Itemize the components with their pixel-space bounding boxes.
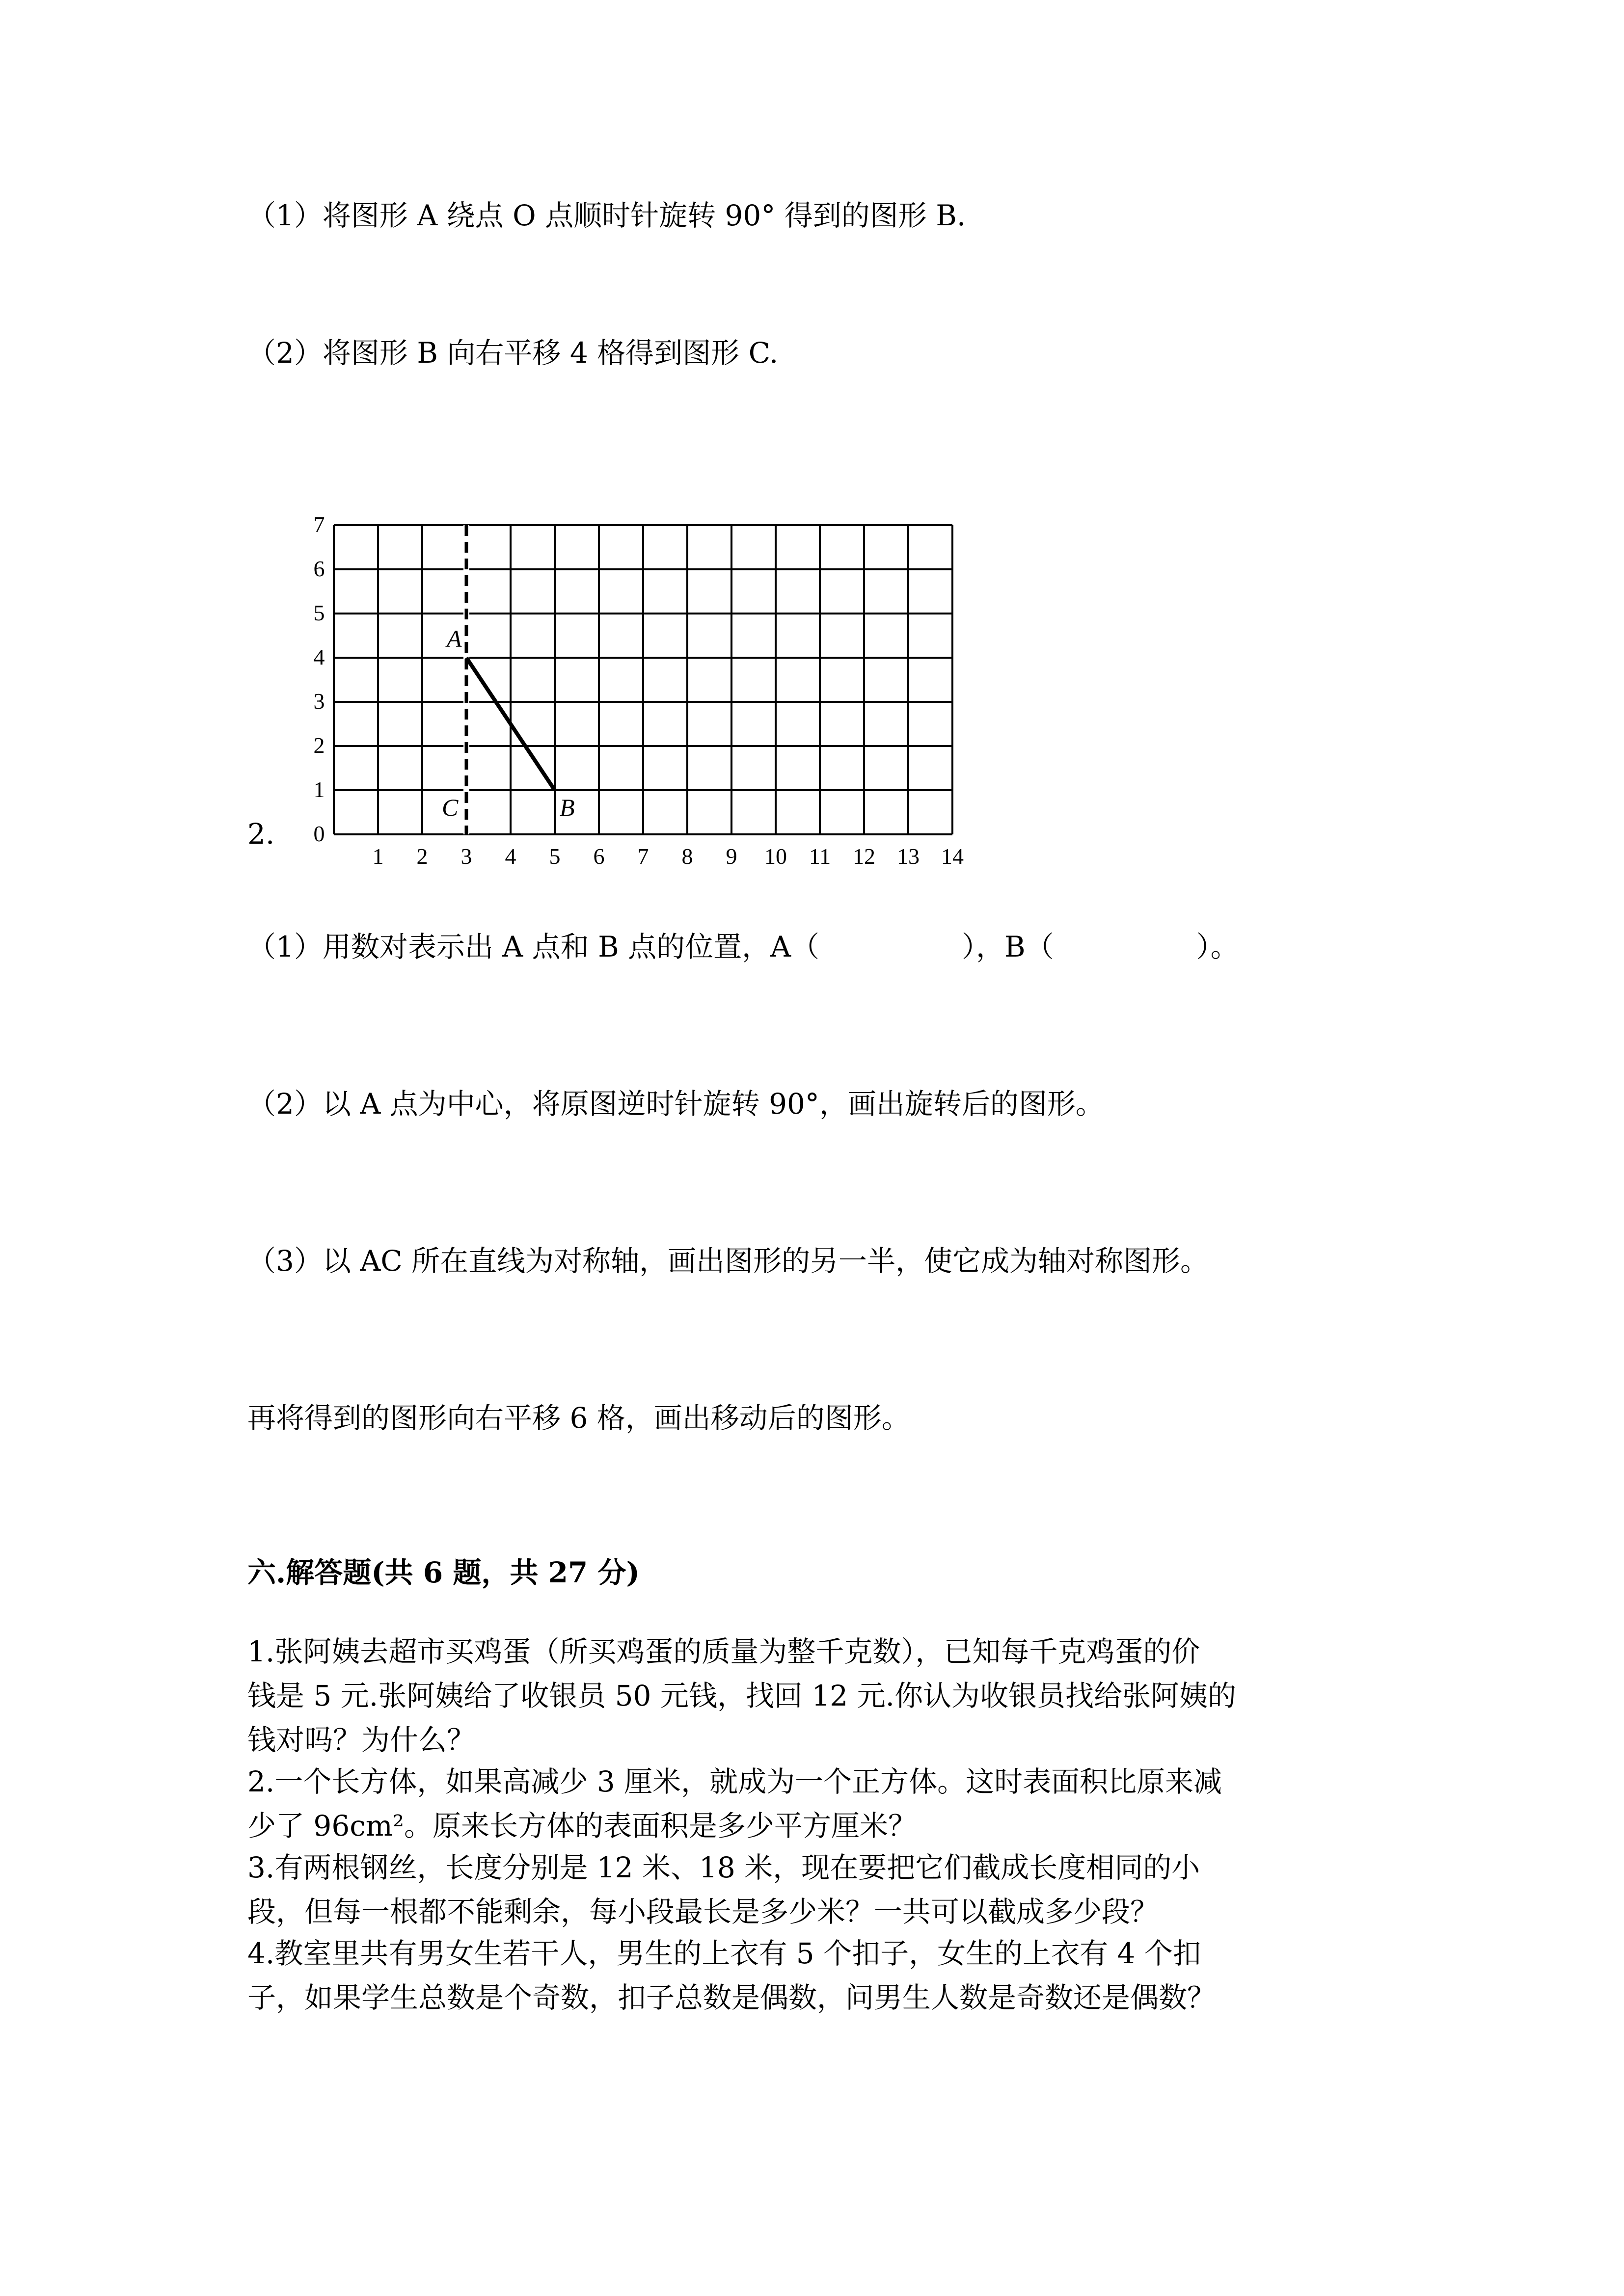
problem-buttons-line-2: 子，如果学生总数是个奇数，扣子总数是偶数，问男生人数是奇数还是偶数？ <box>247 1981 1216 2014</box>
problem-buttons <box>247 1931 1377 2020</box>
x-tick-label: 9 <box>726 844 737 869</box>
y-tick-label: 4 <box>313 644 325 669</box>
problem-cuboid-line-1: 2.一个长方体，如果高减少 3 厘米，就成为一个正方体。这时表面积比原来减 <box>247 1765 1222 1798</box>
y-tick-label: 7 <box>313 515 325 537</box>
subquestion-coordinates: （1）用数对表示出 A 点和 B 点的位置，A（ ），B（ ）。 <box>247 930 1239 963</box>
x-tick-label: 2 <box>416 844 428 869</box>
x-tick-label: 1 <box>372 844 384 869</box>
y-tick-label: 1 <box>313 777 325 802</box>
y-tick-label: 6 <box>313 556 325 581</box>
x-tick-label: 5 <box>549 844 561 869</box>
problem-eggs-line-2: 钱是 5 元.张阿姨给了收银员 50 元钱，找回 12 元.你认为收银员找给张阿姨的 <box>247 1679 1237 1712</box>
y-tick-label: 3 <box>313 689 325 714</box>
problem-wires <box>247 1845 1377 1934</box>
x-tick-label: 6 <box>593 844 605 869</box>
x-tick-label: 7 <box>637 844 649 869</box>
subquestion-symmetry: （3）以 AC 所在直线为对称轴，画出图形的另一半，使它成为轴对称图形。 <box>247 1244 1209 1278</box>
x-tick-label: 13 <box>897 844 920 869</box>
problem-eggs-line-1: 1.张阿姨去超市买鸡蛋（所买鸡蛋的质量为整千克数），已知每千克鸡蛋的价 <box>247 1635 1200 1668</box>
problem-wires-line-2: 段，但每一根都不能剩余，每小段最长是多少米？一共可以截成多少段？ <box>247 1895 1159 1928</box>
question-translate-b: （2）将图形 B 向右平移 4 格得到图形 C. <box>247 336 779 370</box>
grid-svg <box>295 515 982 888</box>
subquestion-translate: 再将得到的图形向右平移 6 格，画出移动后的图形。 <box>247 1401 910 1435</box>
x-tick-label: 4 <box>505 844 516 869</box>
problem-wires-line-1: 3.有两根钢丝，长度分别是 12 米、18 米，现在要把它们截成长度相同的小 <box>247 1851 1200 1884</box>
section-title: 六.解答题(共 6 题，共 27 分) <box>247 1556 640 1589</box>
point-a-label: A <box>447 625 462 652</box>
grid-shapes <box>463 525 555 834</box>
y-tick-label: 5 <box>313 600 325 625</box>
problem-number: 2. <box>247 817 275 851</box>
problem-buttons-line-1: 4.教室里共有男女生若干人，男生的上衣有 5 个扣子，女生的上衣有 4 个扣 <box>247 1937 1201 1970</box>
problem-eggs <box>247 1629 1377 1762</box>
x-tick-label: 8 <box>681 844 693 869</box>
point-c-label: C <box>442 794 459 821</box>
problem-cuboid <box>247 1760 1377 1848</box>
x-tick-label: 10 <box>764 844 787 869</box>
x-tick-label: 11 <box>809 844 831 869</box>
subquestion-rotate: （2）以 A 点为中心，将原图逆时针旋转 90°，画出旋转后的图形。 <box>247 1087 1104 1121</box>
problem-cuboid-line-2: 少了 96cm²。原来长方体的表面积是多少平方厘米？ <box>247 1809 917 1842</box>
y-tick-label: 0 <box>313 821 325 846</box>
coordinate-grid-figure <box>295 515 982 888</box>
point-b-label: B <box>560 794 575 821</box>
grid-lines <box>334 525 952 834</box>
question-rotate-a: （1）将图形 A 绕点 O 点顺时针旋转 90° 得到的图形 B. <box>247 199 966 232</box>
x-tick-label: 12 <box>853 844 875 869</box>
x-tick-label: 14 <box>941 844 964 869</box>
problem-eggs-line-3: 钱对吗？为什么？ <box>247 1723 476 1757</box>
y-tick-label: 2 <box>313 733 325 758</box>
x-tick-label: 3 <box>460 844 472 869</box>
